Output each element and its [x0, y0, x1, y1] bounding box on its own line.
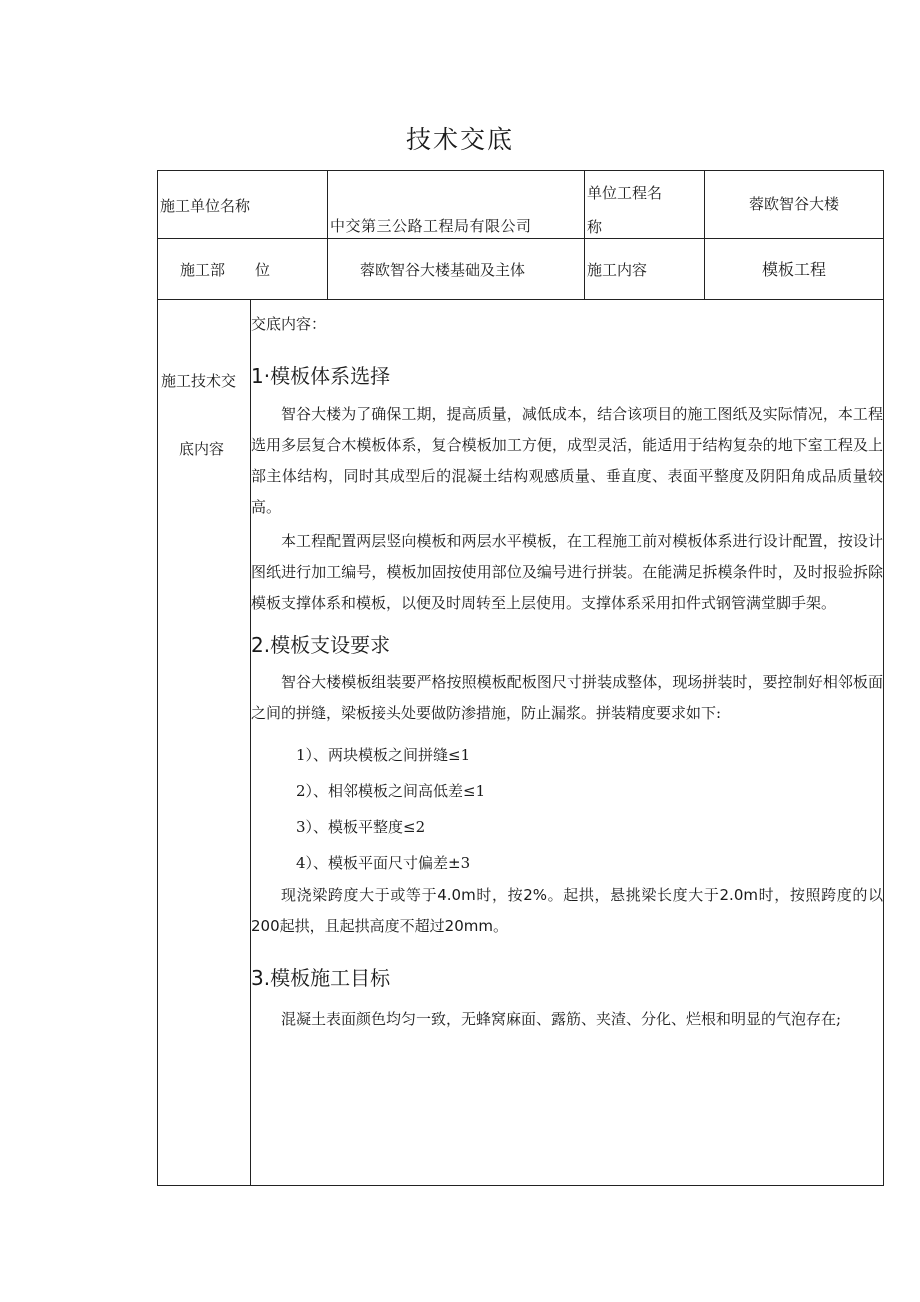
construction-part-label: 施工部 位 — [180, 261, 271, 279]
col-divider — [704, 170, 705, 300]
p2-value: 20mm — [444, 917, 493, 935]
side-label-part-b: 技 — [191, 372, 207, 390]
p2-value: 2.0m — [719, 886, 758, 904]
section-2-paragraph-1: 智谷大楼模板组装要严格按照模板配板图尺寸拼装成整体，现场拼装时，要控制好相邻板面之间的拼缝，梁板接头处要做防渗措施，防止漏浆。拼装精度要求如下: — [251, 673, 883, 722]
spec-item: 4）、模板平面尺寸偏差±3 — [296, 854, 471, 872]
project-value: 蓉欧智谷大楼 — [748, 195, 839, 213]
p2-value: 4.0m — [437, 886, 476, 904]
section-2-paragraph-2 — [251, 880, 883, 942]
p2-text: 。 — [492, 917, 508, 935]
spec-item: 3）、模板平整度≤2 — [296, 818, 426, 836]
section-1-paragraph-2: 本工程配置两层竖向模板和两层水平模板，在工程施工前对模板体系进行设计配置，按设计图纸进行加工编号，模板加固按使用部位及编号进行拼装。在能满足拆模条件时，及时报验拆除模板支撑体系和模板，以便及时周转至上层使用。支撑体系采用扣件式钢管满堂脚手架。 — [251, 532, 883, 612]
project-label-line2: 称 — [587, 218, 603, 236]
intro-text: 交底内容： — [251, 315, 327, 333]
side-label-part-c: 术交 — [206, 372, 237, 390]
project-label-line1: 单位工程名 — [587, 184, 663, 202]
unit-name-value: 中交第三公路工程局有限公司 — [330, 217, 532, 235]
col-divider — [327, 170, 328, 300]
section-2-title: 2.模板支设要求 — [251, 633, 391, 657]
construction-part-value: 蓉欧智谷大楼基础及主体 — [360, 261, 526, 279]
p2-text: 。起拱，悬挑梁长度大于 — [547, 886, 720, 904]
p2-text: 现浇梁跨度大于或等于 — [281, 886, 438, 904]
spec-item: 2）、相邻模板之间高低差≤1 — [296, 782, 486, 800]
p2-text: 时，按照跨度的以 — [757, 886, 883, 904]
p2-value: 2% — [523, 886, 548, 904]
document-title: 技术交底 — [405, 125, 514, 154]
side-label-part-a: 施工 — [161, 372, 192, 390]
row-divider — [157, 238, 884, 239]
handover-content — [251, 300, 883, 1184]
section-3-paragraph-1: 混凝土表面颜色均匀一致，无蜂窝麻面、露筋、夹渣、分化、烂根和明显的气泡存在; — [281, 1010, 842, 1028]
col-divider — [584, 170, 585, 300]
section-3-title: 3.模板施工目标 — [251, 966, 391, 990]
section-1-paragraph-1: 智谷大楼为了确保工期，提高质量，减低成本，结合该项目的施工图纸及实际情况，本工程选用多层复合木模板体系，复合模板加工方便，成型灵活，能适用于结构复杂的地下室工程及上部主体结构，同时其成型后的混凝土结构观感质量、垂直度、表面平整度及阴阳角成品质量较高。 — [251, 405, 883, 516]
construction-content-label: 施工内容 — [587, 261, 648, 279]
spec-item: 1）、两块模板之间拼缝≤1 — [296, 746, 471, 764]
unit-name-label: 施工单位名称 — [160, 197, 251, 215]
section-1-title: 1·模板体系选择 — [251, 364, 391, 388]
side-label-line2: 底内容 — [179, 440, 225, 458]
side-label-line1 — [161, 372, 236, 390]
p2-text: 起拱，且起拱高度不超过 — [279, 917, 445, 935]
construction-content-value: 模板工程 — [761, 260, 826, 279]
p2-text: 时，按 — [475, 886, 524, 904]
p2-value: 200 — [251, 917, 280, 935]
